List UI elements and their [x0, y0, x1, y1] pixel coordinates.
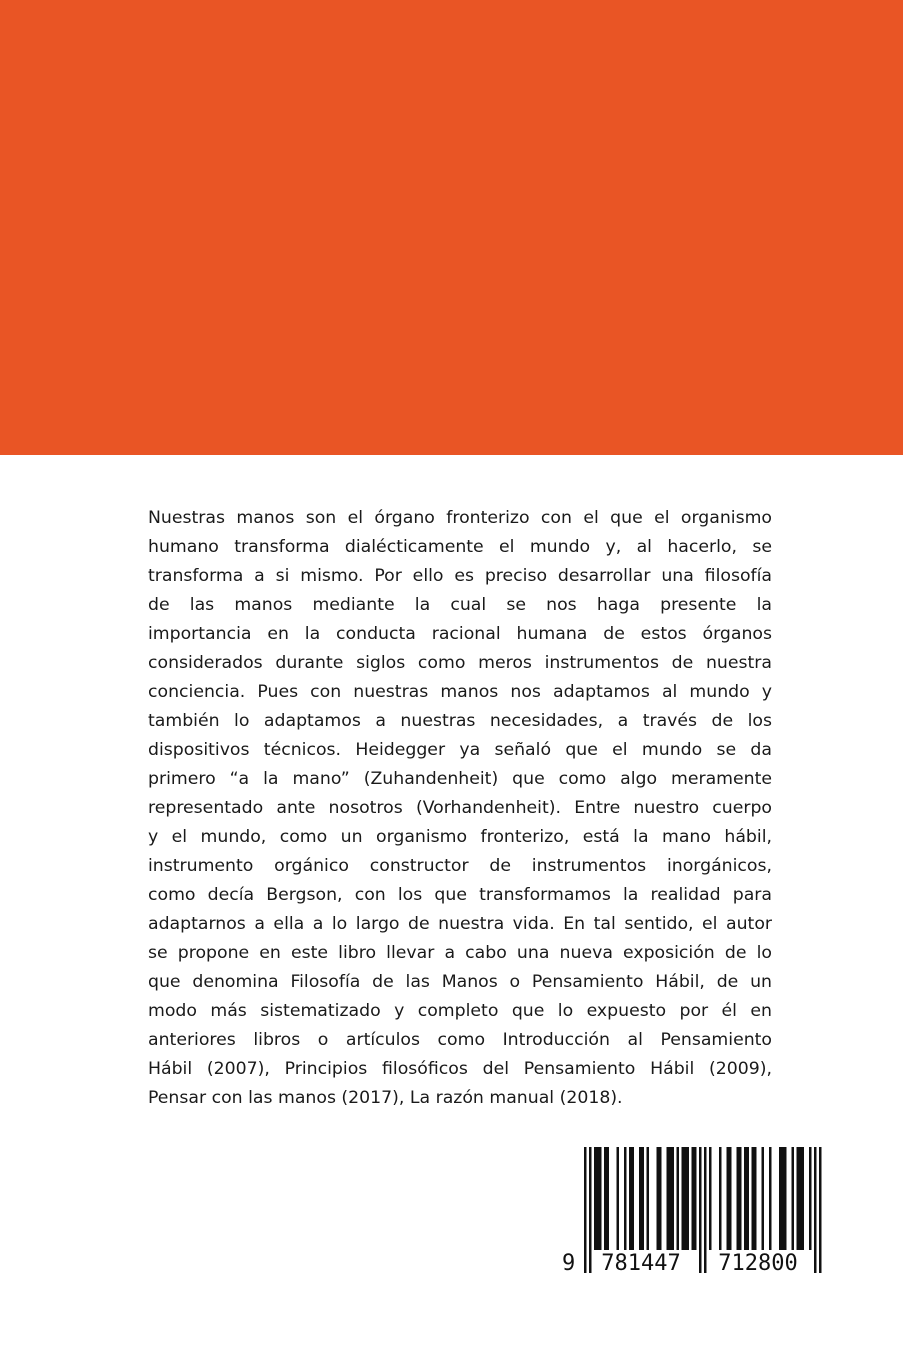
barcode-bar	[769, 1147, 772, 1250]
blurb-line: se propone en este libro llevar a cabo una nueva exposición de lo	[148, 943, 772, 963]
isbn-barcode	[562, 1143, 826, 1277]
barcode-bar	[604, 1147, 609, 1250]
barcode-left-digits: 781447	[601, 1251, 681, 1276]
barcode-bar	[667, 1147, 675, 1250]
barcode-guard-bar	[819, 1147, 822, 1273]
barcode-bar	[624, 1147, 627, 1250]
barcode-bar	[797, 1147, 805, 1250]
barcode-bar	[639, 1147, 644, 1250]
blurb-line: importancia en la conducta racional humana de estos órganos	[148, 624, 772, 644]
barcode-bar	[744, 1147, 749, 1250]
blurb-line: representado ante nosotros (Vorhandenheit). Entre nuestro cuerpo	[148, 798, 772, 818]
barcode-bar	[594, 1147, 602, 1250]
barcode-guard-bar	[699, 1147, 702, 1273]
barcode-lead-digit: 9	[562, 1251, 576, 1276]
barcode-bar	[737, 1147, 742, 1250]
barcode-right-digits: 712800	[718, 1251, 798, 1276]
blurb-line: dispositivos técnicos. Heidegger ya señaló que el mundo se da	[148, 740, 772, 760]
cover-color-band	[0, 0, 903, 455]
barcode-bar	[719, 1147, 722, 1250]
barcode-graphic	[562, 1143, 826, 1277]
barcode-bar	[709, 1147, 712, 1250]
barcode-guard-bar	[704, 1147, 707, 1273]
barcode-bar	[752, 1147, 757, 1250]
blurb-line: instrumento orgánico constructor de instrumentos inorgánicos,	[148, 856, 772, 876]
blurb-line: humano transforma dialécticamente el mundo y, al hacerlo, se	[148, 537, 772, 557]
blurb-line: también lo adaptamos a nuestras necesidades, a través de los	[148, 711, 772, 731]
blurb-line: primero “a la mano” (Zuhandenheit) que como algo meramente	[148, 769, 772, 789]
barcode-bar	[809, 1147, 812, 1250]
barcode-guard-bar	[589, 1147, 592, 1273]
barcode-bar	[647, 1147, 650, 1250]
barcode-bar	[629, 1147, 634, 1250]
blurb-line: y el mundo, como un organismo fronterizo, está la mano hábil,	[148, 827, 772, 847]
blurb-line: modo más sistematizado y completo que lo expuesto por él en	[148, 1001, 772, 1021]
blurb-line: transforma a si mismo. Por ello es preciso desarrollar una filosofía	[148, 566, 772, 586]
blurb-line: Hábil (2007), Principios filosóficos del Pensamiento Hábil (2009),	[148, 1059, 772, 1079]
back-cover-blurb	[148, 504, 772, 1113]
barcode-bar	[657, 1147, 662, 1250]
barcode-guard-bar	[814, 1147, 817, 1273]
blurb-line: de las manos mediante la cual se nos haga presente la	[148, 595, 772, 615]
blurb-line: conciencia. Pues con nuestras manos nos adaptamos al mundo y	[148, 682, 772, 702]
blurb-line: como decía Bergson, con los que transformamos la realidad para	[148, 885, 772, 905]
barcode-bar	[779, 1147, 787, 1250]
barcode-bar	[677, 1147, 680, 1250]
barcode-bar	[617, 1147, 620, 1250]
blurb-line: Nuestras manos son el órgano fronterizo con el que el organismo	[148, 508, 772, 528]
blurb-line: adaptarnos a ella a lo largo de nuestra vida. En tal sentido, el autor	[148, 914, 772, 934]
barcode-bar	[727, 1147, 732, 1250]
barcode-bar	[762, 1147, 765, 1250]
blurb-line: anteriores libros o artículos como Introducción al Pensamiento	[148, 1030, 772, 1050]
blurb-line: que denomina Filosofía de las Manos o Pensamiento Hábil, de un	[148, 972, 772, 992]
page-edge	[903, 0, 907, 1360]
barcode-bar	[682, 1147, 690, 1250]
barcode-bar	[792, 1147, 795, 1250]
barcode-guard-bar	[584, 1147, 587, 1273]
blurb-line: Pensar con las manos (2017), La razón manual (2018).	[148, 1088, 623, 1108]
barcode-bar	[692, 1147, 697, 1250]
blurb-line: considerados durante siglos como meros instrumentos de nuestra	[148, 653, 772, 673]
